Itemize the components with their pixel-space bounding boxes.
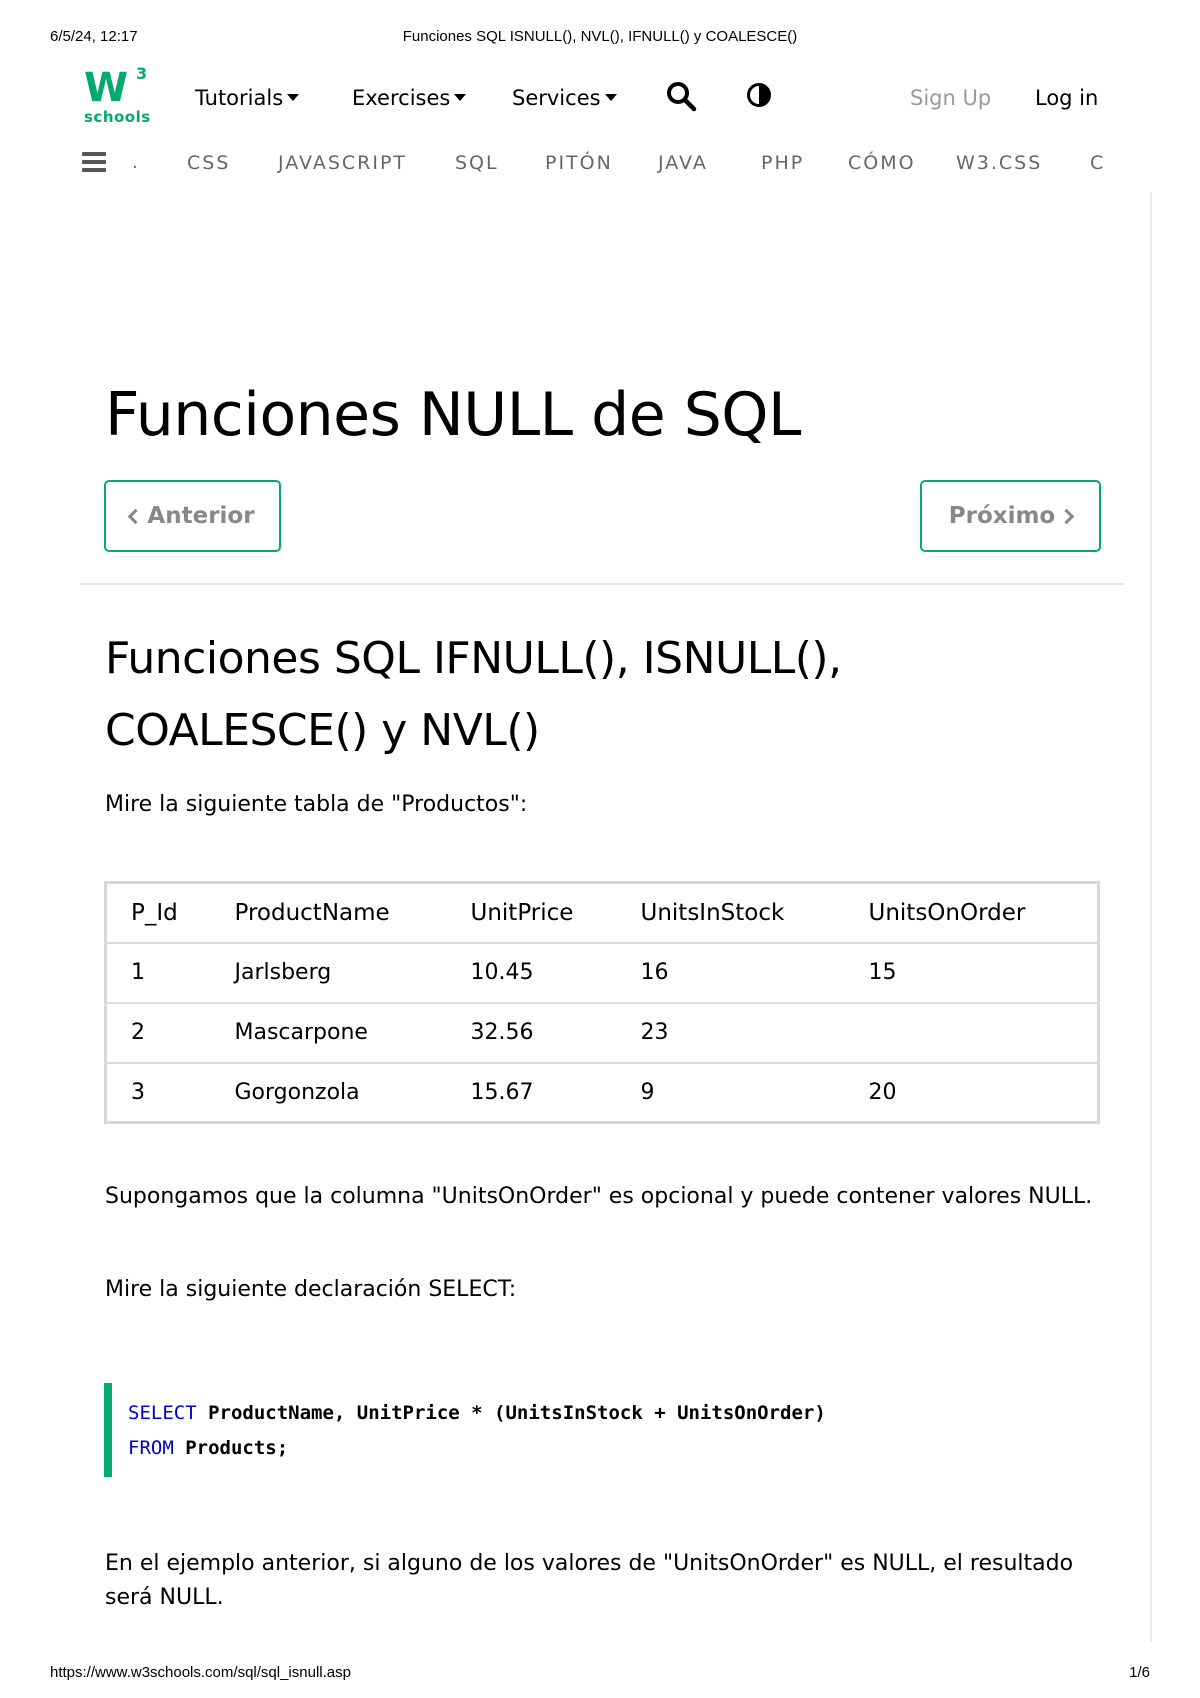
code-example	[104, 1383, 1100, 1477]
table-cell: 23	[640, 1020, 669, 1045]
null-result-paragraph: En el ejemplo anterior, si alguno de los valores de "UnitsOnOrder" es NULL, el resultado será NULL.	[105, 1551, 1074, 1610]
right-divider	[1150, 192, 1152, 1642]
subnav-sql[interactable]: SQL	[455, 152, 499, 174]
table-header-row	[106, 883, 1099, 943]
table-header-cell: UnitsInStock	[640, 899, 785, 926]
menu-icon[interactable]	[82, 152, 106, 172]
table-header-cell: UnitsOnOrder	[868, 899, 1026, 926]
table-cell: 15	[868, 960, 897, 985]
table-cell: 32.56	[470, 1020, 534, 1045]
print-footer	[50, 1664, 1150, 1684]
sign-up-link[interactable]: Sign Up	[910, 86, 992, 110]
code-keyword: FROM	[128, 1437, 174, 1459]
next-label: Próximo	[948, 503, 1056, 529]
contrast-icon[interactable]	[746, 82, 772, 108]
chevron-right-icon	[1059, 508, 1075, 524]
next-button[interactable]	[920, 480, 1101, 552]
logo-superscript: 3	[136, 64, 148, 83]
subnav-bar	[80, 148, 1120, 178]
caret-down-icon	[287, 94, 299, 101]
table-cell: 2	[131, 1020, 145, 1045]
table-header-cell: ProductName	[234, 899, 390, 926]
table-cell: Gorgonzola	[234, 1079, 360, 1105]
table-cell: 15.67	[470, 1079, 534, 1105]
log-in-link[interactable]: Log in	[1035, 86, 1099, 110]
subnav-php[interactable]: PHP	[761, 152, 805, 174]
table-cell: Jarlsberg	[234, 960, 332, 985]
code-keyword: SELECT	[128, 1402, 197, 1424]
table-cell: 3	[131, 1079, 145, 1105]
optional-column-paragraph: Supongamos que la columna "UnitsOnOrder" es opcional y puede contener valores NULL.	[105, 1184, 1093, 1209]
select-intro-paragraph: Mire la siguiente declaración SELECT:	[105, 1277, 517, 1302]
products-table	[104, 881, 1100, 1124]
subnav-dot: .	[132, 152, 138, 173]
tutorials-label: Tutorials	[195, 86, 284, 110]
previous-button[interactable]	[104, 480, 281, 552]
w3schools-logo[interactable]	[82, 64, 152, 130]
logo-text: schools	[84, 108, 151, 126]
table-cell: Mascarpone	[234, 1020, 368, 1045]
subnav-css[interactable]: CSS	[187, 152, 231, 174]
services-menu[interactable]	[512, 86, 617, 110]
print-page-number: 1/6	[1129, 1664, 1150, 1681]
subnav-java[interactable]: JAVA	[658, 152, 708, 174]
top-navbar	[80, 62, 1120, 132]
caret-down-icon	[454, 94, 466, 101]
section-heading: Funciones SQL IFNULL(), ISNULL(), COALESCE() y NVL()	[105, 633, 842, 756]
table-row	[106, 1063, 1099, 1123]
search-icon[interactable]	[665, 80, 697, 112]
tutorials-menu[interactable]	[195, 86, 299, 110]
table-cell: 16	[640, 960, 669, 985]
table-cell: 9	[640, 1079, 655, 1105]
print-url: https://www.w3schools.com/sql/sql_isnull.asp	[50, 1664, 351, 1681]
code-text: ProductName, UnitPrice * (UnitsInStock + UnitsOnOrder)	[196, 1402, 826, 1424]
table-row	[106, 1003, 1099, 1063]
print-date: 6/5/24, 12:17	[50, 28, 138, 45]
subnav-w3css[interactable]: W3.CSS	[956, 152, 1043, 174]
subnav-como[interactable]: CÓMO	[848, 152, 916, 174]
table-header-cell: P_Id	[131, 899, 178, 926]
table-cell: 10.45	[470, 960, 534, 985]
previous-label: Anterior	[147, 503, 255, 529]
table-cell: 20	[868, 1079, 897, 1105]
intro-paragraph: Mire la siguiente tabla de "Productos":	[105, 792, 528, 817]
exercises-menu[interactable]	[352, 86, 466, 110]
subnav-c[interactable]: C	[1090, 152, 1106, 174]
exercises-label: Exercises	[352, 86, 451, 110]
page-title: Funciones NULL de SQL	[105, 380, 801, 450]
print-header	[50, 28, 1150, 48]
logo-mark: W	[84, 65, 126, 111]
table-row	[106, 943, 1099, 1003]
caret-down-icon	[605, 94, 617, 101]
table-cell	[845, 1003, 1099, 1063]
services-label: Services	[512, 86, 601, 110]
subnav-piton[interactable]: PITÓN	[545, 152, 613, 174]
table-cell: 1	[131, 960, 145, 985]
code-text: Products;	[173, 1437, 289, 1459]
section-divider	[80, 583, 1124, 585]
chevron-left-icon	[128, 508, 144, 524]
subnav-javascript[interactable]: JAVASCRIPT	[278, 152, 408, 174]
print-title: Funciones SQL ISNULL(), NVL(), IFNULL() y COALESCE()	[402, 28, 798, 45]
table-header-cell: UnitPrice	[470, 899, 574, 926]
